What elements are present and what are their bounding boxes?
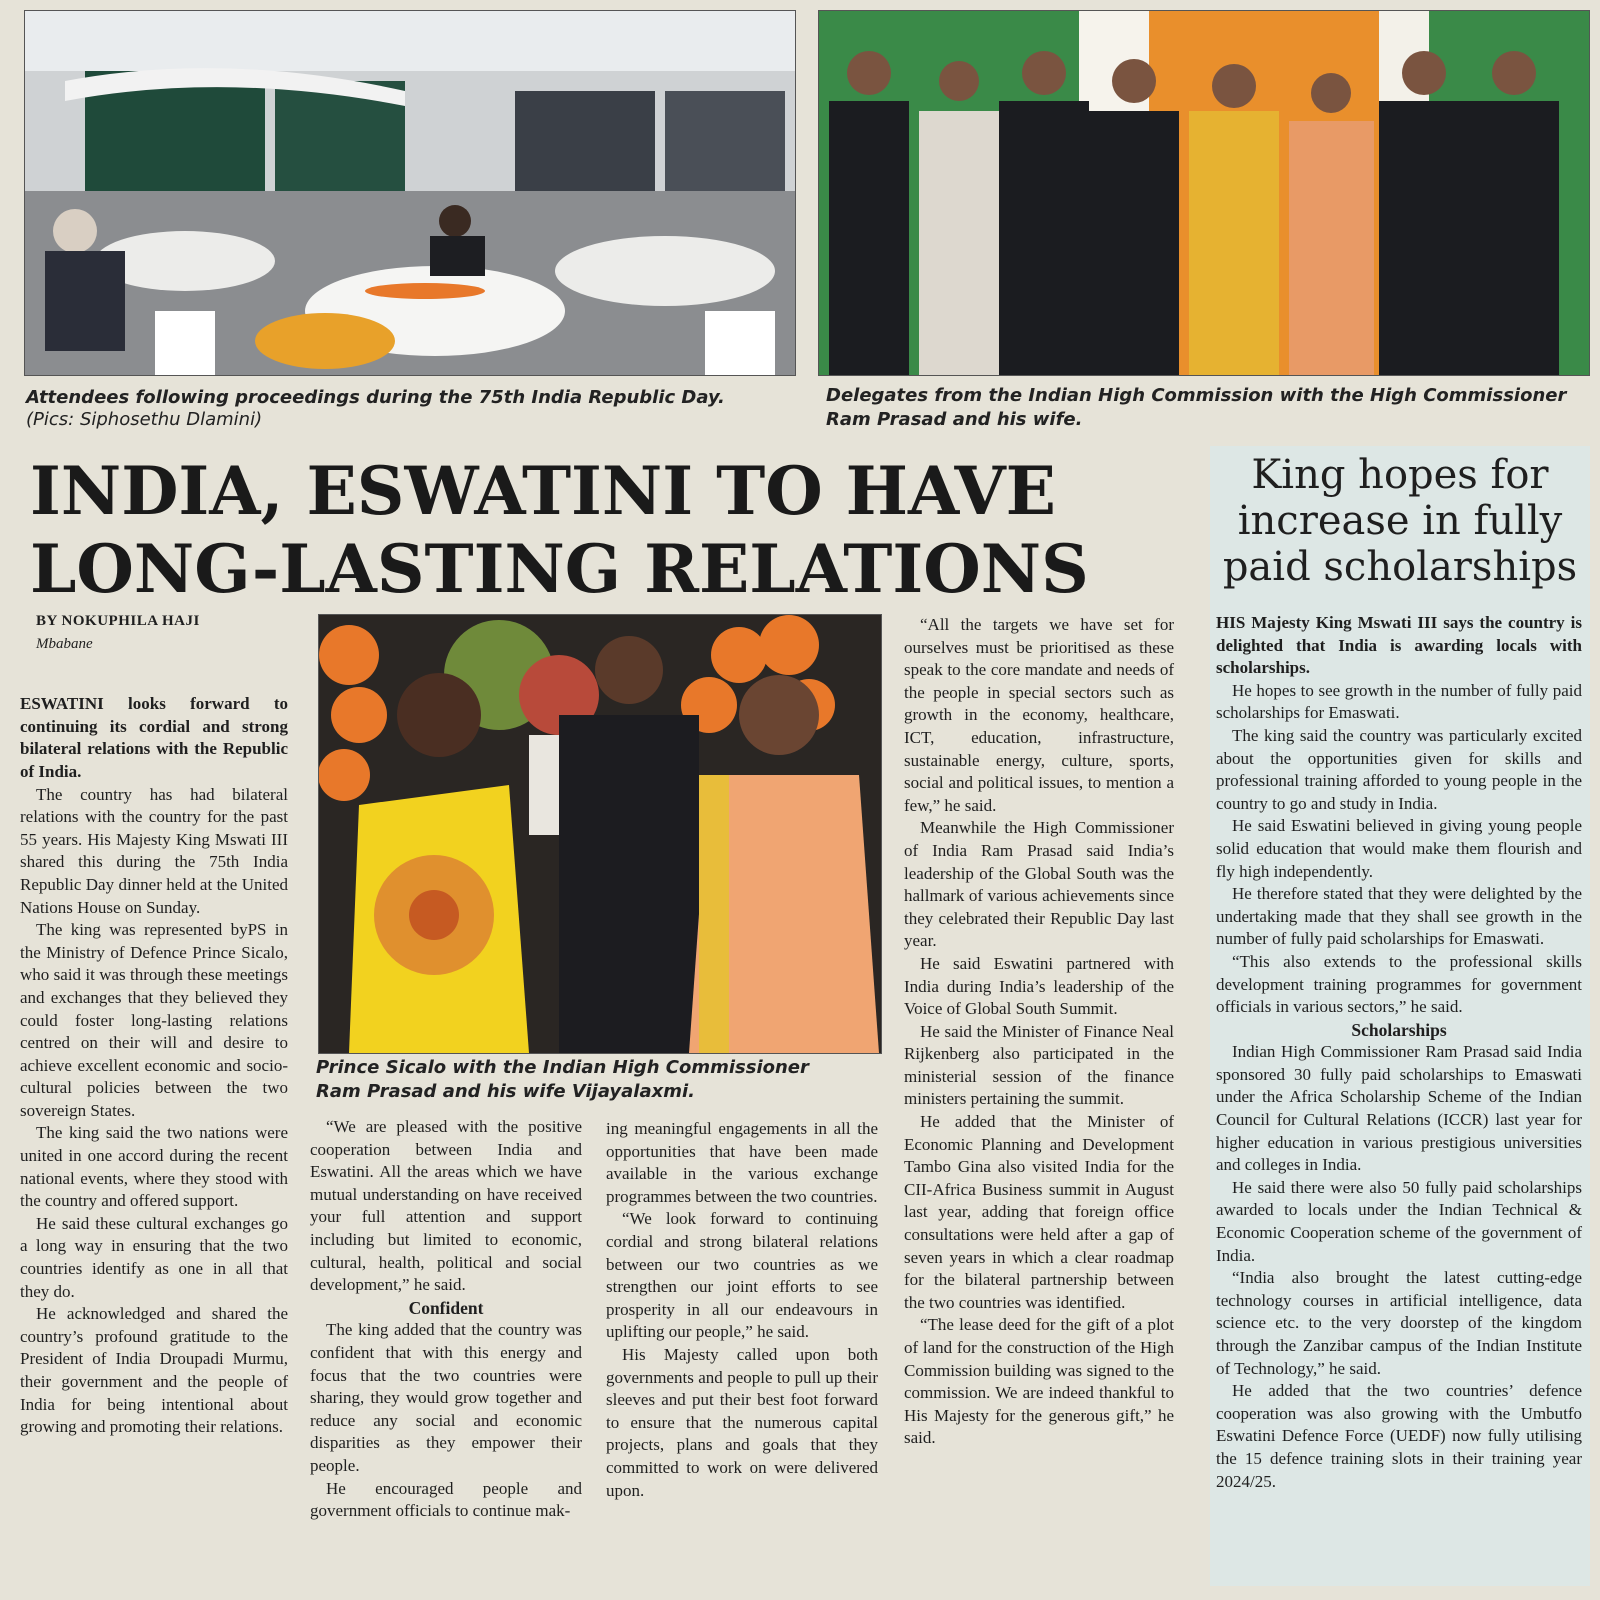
- paragraph: The king was represented byPS in the Ministry of Defence Prince Sicalo, who said it was through these meetings and exchanges that they believed they could foster long-lasting relations centred on their will and desire to achieve excellent economic and socio-cultural policies between the two sovereign States.: [20, 920, 288, 1120]
- sidebar-column: [1216, 612, 1582, 1493]
- paragraph: “The lease deed for the gift of a plot of land for the construction of the High Commission building was signed to the commission. We are indeed thankful to His Majesty for the generous gift,” he said.: [904, 1315, 1174, 1448]
- paragraph: He therefore stated that they were delighted by the undertaking made that they shall see growth in the number of fully paid scholarships for Emaswati.: [1216, 884, 1582, 949]
- paragraph: The king added that the country was confident that with this energy and focus that the two countries were sharing, they would grow together and reduce any social and economic disparities as they empower their people.: [310, 1320, 582, 1475]
- paragraph: He added that the Minister of Economic Planning and Development Tambo Gina also visited India for the CII-Africa Business summit in August last year, adding that foreign office consultations were held after a gap of seven years in which a clear roadmap for the bilateral partnership between the two countries was identified.: [904, 1112, 1174, 1312]
- paragraph: The king said the two nations were united in one accord during the recent national events, where they stood with the country and offered support.: [20, 1123, 288, 1211]
- banquet-illustration: [25, 11, 795, 375]
- sidebar-lead: HIS Majesty King Mswati III says the country is delighted that India is awarding locals with scholarships.: [1216, 613, 1582, 678]
- paragraph: He said Eswatini believed in giving young people solid education that would make them flourish and fly high independently.: [1216, 816, 1582, 881]
- paragraph: ing meaningful engagements in all the opportunities that have been made available in the various exchange programmes between the two countries.: [606, 1119, 878, 1206]
- paragraph: He said there were also 50 fully paid scholarships awarded to locals under the Indian Technical & Economic Cooperation scheme of the government of India.: [1216, 1177, 1582, 1265]
- paragraph: He hopes to see growth in the number of fully paid scholarships for Emaswati.: [1216, 680, 1582, 723]
- paragraph: “This also extends to the professional skills development training programmes for government officials in various sectors,” he said.: [1216, 951, 1582, 1017]
- subhead-confident: Confident: [408, 1297, 484, 1318]
- prince-illustration: [319, 615, 881, 1053]
- caption-prince-1: Prince Sicalo with the Indian High Commissioner: [316, 1057, 809, 1078]
- paragraph: The country has had bilateral relations with the country for the past 55 years. His Majesty King Mswati III shared this during the 75th India Republic Day dinner held at the United Nations House on Sunday.: [20, 784, 288, 917]
- paragraph: He said Eswatini partnered with India during India’s leadership of the Voice of Global South Summit.: [904, 953, 1174, 1019]
- photo-prince-sicalo: [318, 614, 882, 1054]
- photo-delegates: [818, 10, 1590, 376]
- sidebar-headline: King hopes for increase in fully paid scholarships: [1222, 452, 1578, 590]
- caption-banquet: Attendees following proceedings during the 75th India Republic Day.: [26, 387, 725, 408]
- paragraph: His Majesty called upon both governments and people to pull up their sleeves and put their best foot forward to ensure that the numerous capital projects, plans and goals that they committed to work on were delivered upon.: [606, 1344, 878, 1500]
- paragraph: The king said the country was particularly excited about the opportunities given for skills and professional training afforded to young people in the country to go and study in India.: [1216, 725, 1582, 813]
- paragraph: “India also brought the latest cutting-edge technology courses in artificial intelligence, data science etc. to the very doorstep of the kingdom through the Zanzibar campus of the Indian Institute of Technology,” he said.: [1216, 1268, 1582, 1378]
- delegates-illustration: [819, 11, 1589, 375]
- paragraph: He acknowledged and shared the country’s profound gratitude to the President of India Droupadi Murmu, their government and the people of India for being intentional about growing and promoting their relations.: [20, 1304, 288, 1437]
- paragraph: He added that the two countries’ defence cooperation was also growing with the Umbutfo Eswatini Defence Force (UEDF) now fully utilising the 15 defence training slots in their training year 2024/25.: [1216, 1381, 1582, 1491]
- lead-paragraph: ESWATINI looks forward to continuing its cordial and strong bilateral relations with the Republic of India.: [20, 694, 288, 781]
- paragraph: “We look forward to continuing cordial and strong bilateral relations between our two countries as we strengthen our joint efforts to see prosperity in all our endeavours in uplifting our people,” he said.: [606, 1209, 878, 1342]
- article-column-2: [310, 1116, 582, 1523]
- caption-delegates-2: Ram Prasad and his wife.: [826, 409, 1083, 430]
- paragraph: “All the targets we have set for ourselves must be prioritised as these speak to the core mandate and needs of the people in special sectors such as growth in the economy, healthcare, ICT, education, infrastructure, sustainable energy, culture, sports, social and political issues, to mention a few,” he said.: [904, 615, 1174, 815]
- photo-credit: (Pics: Siphosethu Dlamini): [26, 409, 263, 430]
- paragraph: “We are pleased with the positive cooperation between India and Eswatini. All the areas which we have mutual understanding on have received your full attention and support including but limited to economic, cultural, health, political and social development,” he said.: [310, 1117, 582, 1295]
- subhead-scholarships: Scholarships: [1351, 1019, 1447, 1040]
- headline-line-1: INDIA, ESWATINI TO HAVE: [30, 452, 1056, 530]
- paragraph: He said these cultural exchanges go a long way in ensuring that the two countries identify as one in all that they do.: [20, 1213, 288, 1301]
- article-column-3: [606, 1118, 878, 1502]
- dateline: Mbabane: [36, 635, 93, 652]
- headline-line-2: LONG-LASTING RELATIONS: [30, 530, 1089, 608]
- caption-prince-2: Ram Prasad and his wife Vijayalaxmi.: [316, 1081, 696, 1102]
- paragraph: He said the Minister of Finance Neal Rijkenberg also participated in the ministerial session of the finance ministers pertaining the summit.: [904, 1021, 1174, 1109]
- byline: BY NOKUPHILA HAJI: [36, 613, 200, 629]
- paragraph: He encouraged people and government officials to continue mak-: [310, 1478, 582, 1521]
- paragraph: Meanwhile the High Commissioner of India Ram Prasad said India’s leadership of the Global South was the hallmark of various achievements since they celebrated their Republic Day last year.: [904, 818, 1174, 951]
- headline: [30, 452, 1210, 608]
- paragraph: Indian High Commissioner Ram Prasad said India sponsored 30 fully paid scholarships to Emaswati under the Africa Scholarship Scheme of the Indian Council for Cultural Relations (ICCR) last year for higher education in various prestigious universities and colleges in India.: [1216, 1042, 1582, 1175]
- article-column-1: [20, 610, 288, 1439]
- photo-banquet-hall: [24, 10, 796, 376]
- article-column-4: [904, 614, 1174, 1450]
- caption-delegates-1: Delegates from the Indian High Commission with the High Commissioner: [826, 385, 1567, 406]
